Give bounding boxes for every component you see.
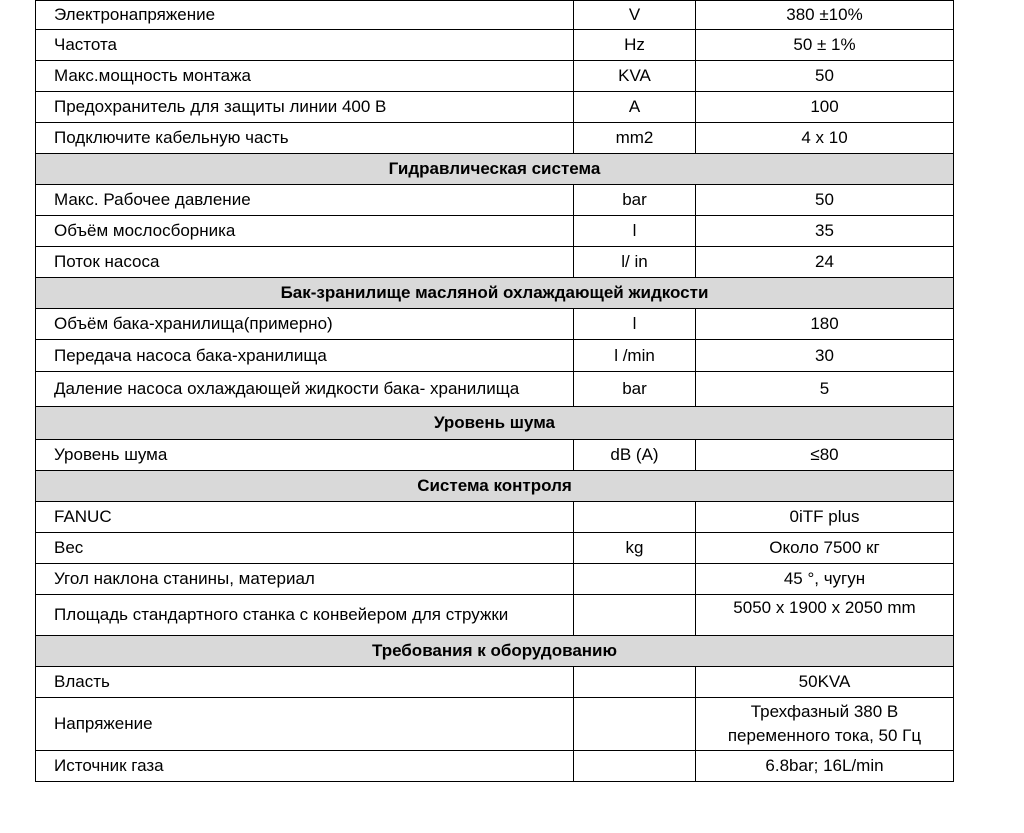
unit-cell: A xyxy=(574,92,696,123)
table-row xyxy=(36,533,954,564)
param-cell: Даление насоса охлаждающей жидкости бака- хранилища xyxy=(36,372,574,407)
param-cell: Объём бака-хранилища(примерно) xyxy=(36,309,574,340)
param-cell: Угол наклона станины, материал xyxy=(36,564,574,595)
spec-table-body xyxy=(36,1,954,782)
value-cell: 4 x 10 xyxy=(696,123,954,154)
unit-cell xyxy=(574,667,696,698)
param-cell: Объём мослосборника xyxy=(36,216,574,247)
section-header-row xyxy=(36,471,954,502)
value-cell: 100 xyxy=(696,92,954,123)
unit-cell xyxy=(574,751,696,782)
param-cell: Власть xyxy=(36,667,574,698)
param-cell: Макс. Рабочее давление xyxy=(36,185,574,216)
section-title: Уровень шума xyxy=(36,407,954,440)
param-cell: Уровень шума xyxy=(36,440,574,471)
value-cell: 180 xyxy=(696,309,954,340)
param-cell: FANUC xyxy=(36,502,574,533)
section-title: Бак-зранилище масляной охлаждающей жидкости xyxy=(36,278,954,309)
table-row xyxy=(36,185,954,216)
table-row xyxy=(36,667,954,698)
unit-cell: dB (A) xyxy=(574,440,696,471)
spec-table xyxy=(35,0,954,782)
unit-cell: l/ in xyxy=(574,247,696,278)
table-row xyxy=(36,340,954,372)
unit-cell xyxy=(574,595,696,636)
param-cell: Поток насоса xyxy=(36,247,574,278)
value-cell: 24 xyxy=(696,247,954,278)
table-row xyxy=(36,372,954,407)
unit-cell: KVA xyxy=(574,61,696,92)
table-row xyxy=(36,61,954,92)
value-cell: 50 ± 1% xyxy=(696,30,954,61)
value-cell: ≤80 xyxy=(696,440,954,471)
section-header-row xyxy=(36,636,954,667)
param-cell: Напряжение xyxy=(36,698,574,751)
section-title: Система контроля xyxy=(36,471,954,502)
param-cell: Макс.мощность монтажа xyxy=(36,61,574,92)
value-cell: 35 xyxy=(696,216,954,247)
table-row xyxy=(36,595,954,636)
section-header-row xyxy=(36,278,954,309)
param-cell: Вес xyxy=(36,533,574,564)
table-row xyxy=(36,698,954,751)
value-cell: 5050 x 1900 x 2050 mm xyxy=(696,595,954,636)
value-cell: Около 7500 кг xyxy=(696,533,954,564)
table-row xyxy=(36,440,954,471)
table-row xyxy=(36,309,954,340)
param-cell: Подключите кабельную часть xyxy=(36,123,574,154)
value-cell: 6.8bar; 16L/min xyxy=(696,751,954,782)
unit-cell xyxy=(574,698,696,751)
value-cell: 0iTF plus xyxy=(696,502,954,533)
unit-cell: mm2 xyxy=(574,123,696,154)
table-row xyxy=(36,502,954,533)
value-cell: 50 xyxy=(696,61,954,92)
value-cell: 50KVA xyxy=(696,667,954,698)
param-cell: Передача насоса бака-хранилища xyxy=(36,340,574,372)
value-cell: 45 °, чугун xyxy=(696,564,954,595)
unit-cell: l /min xyxy=(574,340,696,372)
param-cell: Источник газа xyxy=(36,751,574,782)
table-row xyxy=(36,216,954,247)
param-cell: Площадь стандартного станка с конвейером для стружки xyxy=(36,595,574,636)
section-title: Требования к оборудованию xyxy=(36,636,954,667)
table-row xyxy=(36,247,954,278)
unit-cell: Hz xyxy=(574,30,696,61)
param-cell: Частота xyxy=(36,30,574,61)
unit-cell: kg xyxy=(574,533,696,564)
table-row xyxy=(36,1,954,30)
unit-cell: l xyxy=(574,309,696,340)
table-row xyxy=(36,564,954,595)
param-cell: Электронапряжение xyxy=(36,1,574,30)
unit-cell: V xyxy=(574,1,696,30)
table-row xyxy=(36,30,954,61)
value-cell: 5 xyxy=(696,372,954,407)
value-cell: Трехфазный 380 В переменного тока, 50 Гц xyxy=(696,698,954,751)
section-title: Гидравлическая система xyxy=(36,154,954,185)
unit-cell xyxy=(574,564,696,595)
table-row xyxy=(36,123,954,154)
unit-cell: bar xyxy=(574,372,696,407)
unit-cell: bar xyxy=(574,185,696,216)
value-cell: 30 xyxy=(696,340,954,372)
section-header-row xyxy=(36,407,954,440)
table-row xyxy=(36,751,954,782)
unit-cell: l xyxy=(574,216,696,247)
table-row xyxy=(36,92,954,123)
param-cell: Предохранитель для защиты линии 400 В xyxy=(36,92,574,123)
value-cell: 50 xyxy=(696,185,954,216)
unit-cell xyxy=(574,502,696,533)
value-cell: 380 ±10% xyxy=(696,1,954,30)
section-header-row xyxy=(36,154,954,185)
